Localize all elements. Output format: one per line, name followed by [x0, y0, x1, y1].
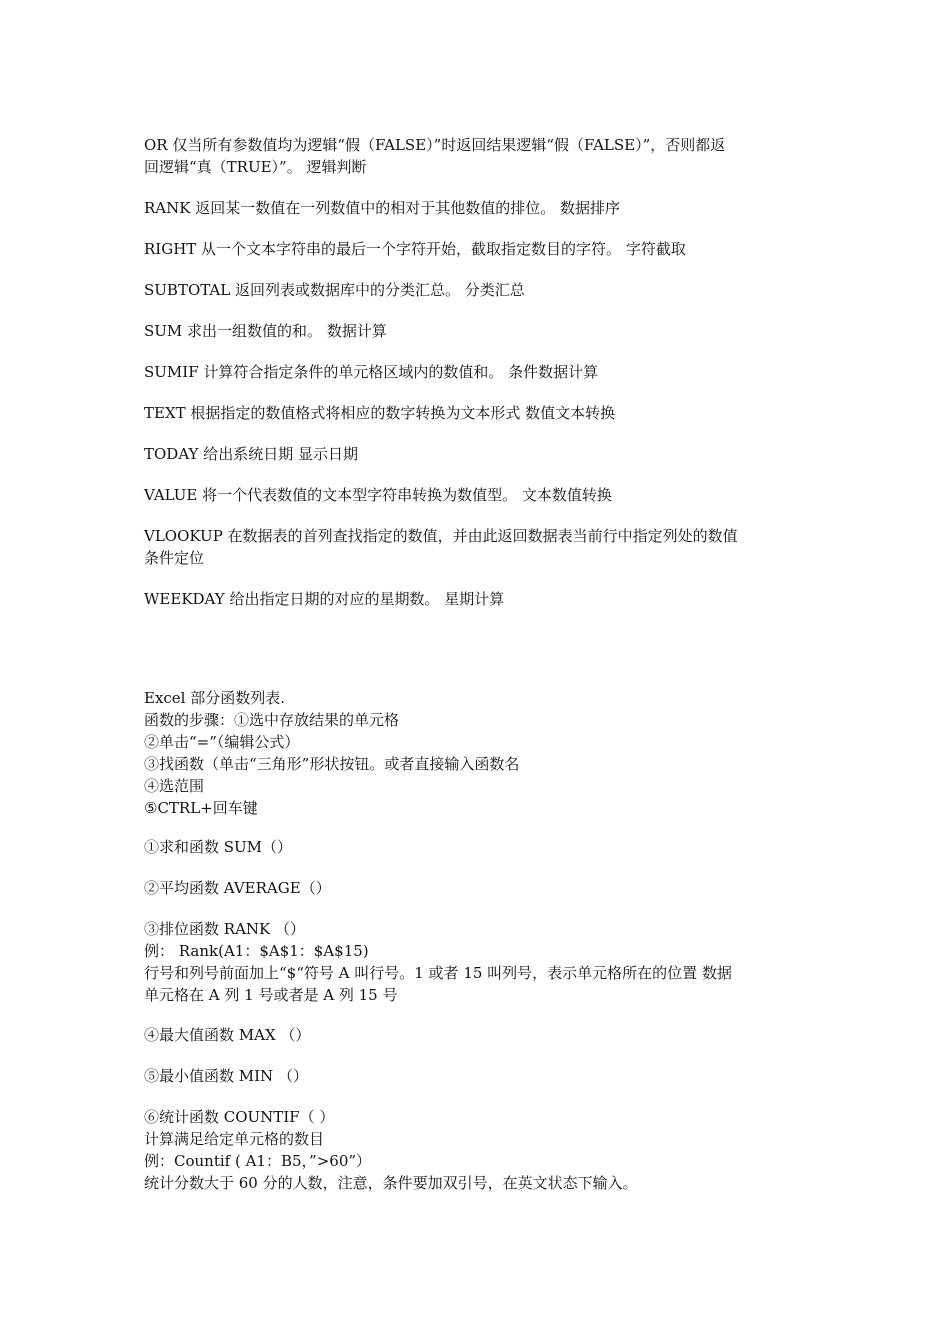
text-line: 统计分数大于 60 分的人数，注意，条件要加双引号，在英文状态下输入。	[144, 1174, 638, 1192]
text-line: SUMIF 计算符合指定条件的单元格区域内的数值和。 条件数据计算	[144, 363, 599, 381]
text-line: ①求和函数 SUM（）	[144, 838, 293, 856]
text-line: 单元格在 A 列 1 号或者是 A 列 15 号	[144, 986, 398, 1004]
section-title: Excel 部分函数列表.	[144, 689, 286, 707]
function-entry-subtotal	[144, 279, 809, 301]
function-entry-or	[144, 134, 809, 178]
text-line: WEEKDAY 给出指定日期的对应的星期数。 星期计算	[144, 590, 505, 608]
function-entry-rank	[144, 197, 809, 219]
function-entry-value	[144, 484, 809, 506]
text-line: ⑤最小值函数 MIN （）	[144, 1067, 308, 1085]
text-line: 例：Countif ( A1：B5，”>60”）	[144, 1152, 372, 1170]
text-line: OR 仅当所有参数值均为逻辑“假（FALSE）”时返回结果逻辑“假（FALSE）”，否则都返	[144, 136, 726, 154]
note-rank	[144, 918, 809, 1006]
text-line: 例： Rank(A1：$A$1：$A$15)	[144, 942, 369, 960]
text-line: ③排位函数 RANK （）	[144, 920, 305, 938]
note-sum	[144, 836, 809, 858]
note-max	[144, 1024, 809, 1046]
text-line: ②单击“=”（编辑公式）	[144, 733, 300, 751]
function-entry-right	[144, 238, 809, 260]
function-entry-text	[144, 402, 809, 424]
text-line: ⑤CTRL+回车键	[144, 799, 258, 817]
note-min	[144, 1065, 809, 1087]
function-entry-sumif	[144, 361, 809, 383]
text-line: RIGHT 从一个文本字符串的最后一个字符开始，截取指定数目的字符。 字符截取	[144, 240, 686, 258]
text-line: VLOOKUP 在数据表的首列查找指定的数值，并由此返回数据表当前行中指定列处的数值	[144, 527, 738, 545]
note-countif	[144, 1106, 809, 1194]
excel-steps-section	[144, 687, 809, 819]
text-line: ④选范围	[144, 777, 205, 795]
text-line: ②平均函数 AVERAGE（）	[144, 879, 331, 897]
text-line: ③找函数（单击“三角形”形状按钮。或者直接输入函数名	[144, 755, 520, 773]
text-line: SUBTOTAL 返回列表或数据库中的分类汇总。 分类汇总	[144, 281, 525, 299]
text-line: 回逻辑“真（TRUE）”。 逻辑判断	[144, 158, 367, 176]
text-line: ④最大值函数 MAX （）	[144, 1026, 311, 1044]
function-entry-vlookup	[144, 525, 809, 569]
text-line: SUM 求出一组数值的和。 数据计算	[144, 322, 387, 340]
text-line: 行号和列号前面加上“$“符号 A 叫行号。1 或者 15 叫列号，表示单元格所在的位置 数据	[144, 964, 732, 982]
function-entry-today	[144, 443, 809, 465]
function-entry-sum	[144, 320, 809, 342]
text-line: RANK 返回某一数值在一列数值中的相对于其他数值的排位。 数据排序	[144, 199, 620, 217]
text-line: 计算满足给定单元格的数目	[144, 1130, 325, 1148]
text-line: 条件定位	[144, 549, 205, 567]
text-line: ⑥统计函数 COUNTIF（ ）	[144, 1108, 335, 1126]
function-entry-weekday	[144, 588, 809, 610]
note-average	[144, 877, 809, 899]
text-line: 函数的步骤：①选中存放结果的单元格	[144, 711, 400, 729]
text-line: TODAY 给出系统日期 显示日期	[144, 445, 358, 463]
text-line: VALUE 将一个代表数值的文本型字符串转换为数值型。 文本数值转换	[144, 486, 612, 504]
text-line: TEXT 根据指定的数值格式将相应的数字转换为文本形式 数值文本转换	[144, 404, 616, 422]
